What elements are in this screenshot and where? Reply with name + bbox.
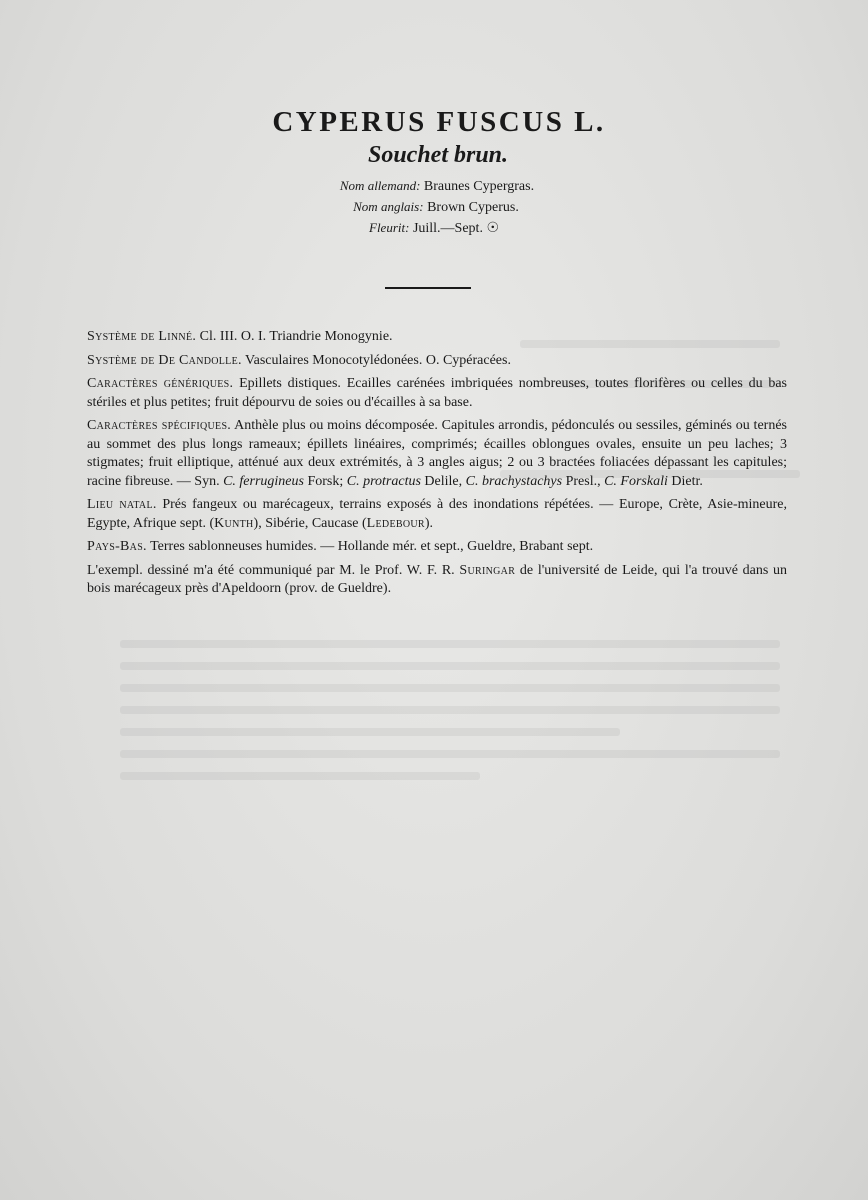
section-linne	[87, 328, 787, 347]
note-text: de l'université de Leide, qui l'a trouvé dans un bois marécageux près d'Apeldoorn (prov. de Gueldre).	[87, 562, 788, 596]
synonym-name: C. Forskali	[604, 473, 668, 489]
specimen-note	[87, 562, 787, 599]
section-habitat	[87, 496, 787, 533]
section-text: ), Sibérie, Caucase (	[253, 515, 367, 531]
name-label: Fleurit:	[369, 220, 410, 235]
name-value: Juill.—Sept. ☉	[412, 221, 499, 236]
name-value: Braunes Cypergras.	[423, 179, 535, 194]
section-text: Epillets distiques. Ecailles carénées imbriquées nombreuses, toutes florifères ou celles du bas stériles et plus petites; fruit dépourvu de soies ou d'écailles à sa base.	[87, 376, 787, 410]
section-heading: Système de De Candolle.	[87, 352, 242, 368]
section-heading: Lieu natal.	[87, 497, 157, 512]
author-reference: Ledebour	[366, 515, 425, 531]
person-name: Suringar	[459, 562, 516, 578]
title-block	[0, 104, 868, 239]
synonym-author: Presl.,	[565, 473, 601, 489]
divider-rule	[385, 287, 471, 289]
section-text: Vasculaires Monocotylédonées. O. Cypéracées.	[245, 352, 511, 368]
name-label: Nom allemand:	[339, 178, 421, 193]
section-heading: Système de Linné.	[87, 329, 197, 344]
name-row-german	[0, 176, 868, 197]
synonym-name: C. ferrugineus	[223, 473, 304, 489]
synonym-author: Delile,	[424, 473, 463, 489]
note-text: L'exempl. dessiné m'a été communiqué par M. le Prof. W. F. R.	[87, 562, 455, 578]
section-text: Terres sablonneuses humides. — Hollande mér. et sept., Gueldre, Brabant sept.	[150, 539, 594, 554]
section-netherlands	[87, 538, 787, 557]
section-heading: Caractères génériques.	[87, 376, 234, 391]
author-reference: Kunth	[214, 515, 254, 531]
section-generic	[87, 375, 787, 412]
section-specific	[87, 417, 787, 491]
name-label: Nom anglais:	[353, 199, 424, 214]
synonym-author: Forsk;	[307, 473, 344, 489]
synonym-author: Dietr.	[671, 473, 703, 489]
section-candolle	[87, 352, 787, 371]
description-body	[87, 328, 787, 604]
section-text: Anthèle plus ou moins décomposée. Capitules arrondis, pédonculés ou sessiles, géminés ou ternés au sommet des plus longs rameaux; épillets linéaires, comprimés; écailles oblongues ovales, ensuite un peu laches; 3 stigmates; fruit elliptique, atténué aux deux extrémités, à 3 angles aigus; 2 ou 3 bractées foliacées dépassant les capitules; racine fibreuse. — Syn.	[87, 418, 787, 489]
species-title: CYPERUS FUSCUS L.	[272, 106, 606, 138]
name-value: Brown Cyperus.	[427, 200, 519, 215]
section-text: Cl. III. O. I. Triandrie Monogynie.	[199, 329, 393, 344]
section-text: Prés fangeux ou marécageux, terrains exposés à des inondations répétées. — Europe, Crète, Asie-mineure, Egypte, Afrique sept. (	[87, 497, 788, 531]
synonym-name: C. protractus	[346, 473, 421, 489]
section-heading: Pays-Bas.	[87, 539, 147, 554]
section-text: ).	[424, 515, 434, 531]
name-row-english	[0, 197, 868, 218]
section-heading: Caractères spécifiques.	[87, 418, 232, 433]
vernacular-names	[0, 176, 868, 239]
synonym-name: C. brachystachys	[465, 473, 563, 489]
common-name: Souchet brun.	[367, 142, 509, 168]
name-row-flowering	[0, 218, 868, 239]
